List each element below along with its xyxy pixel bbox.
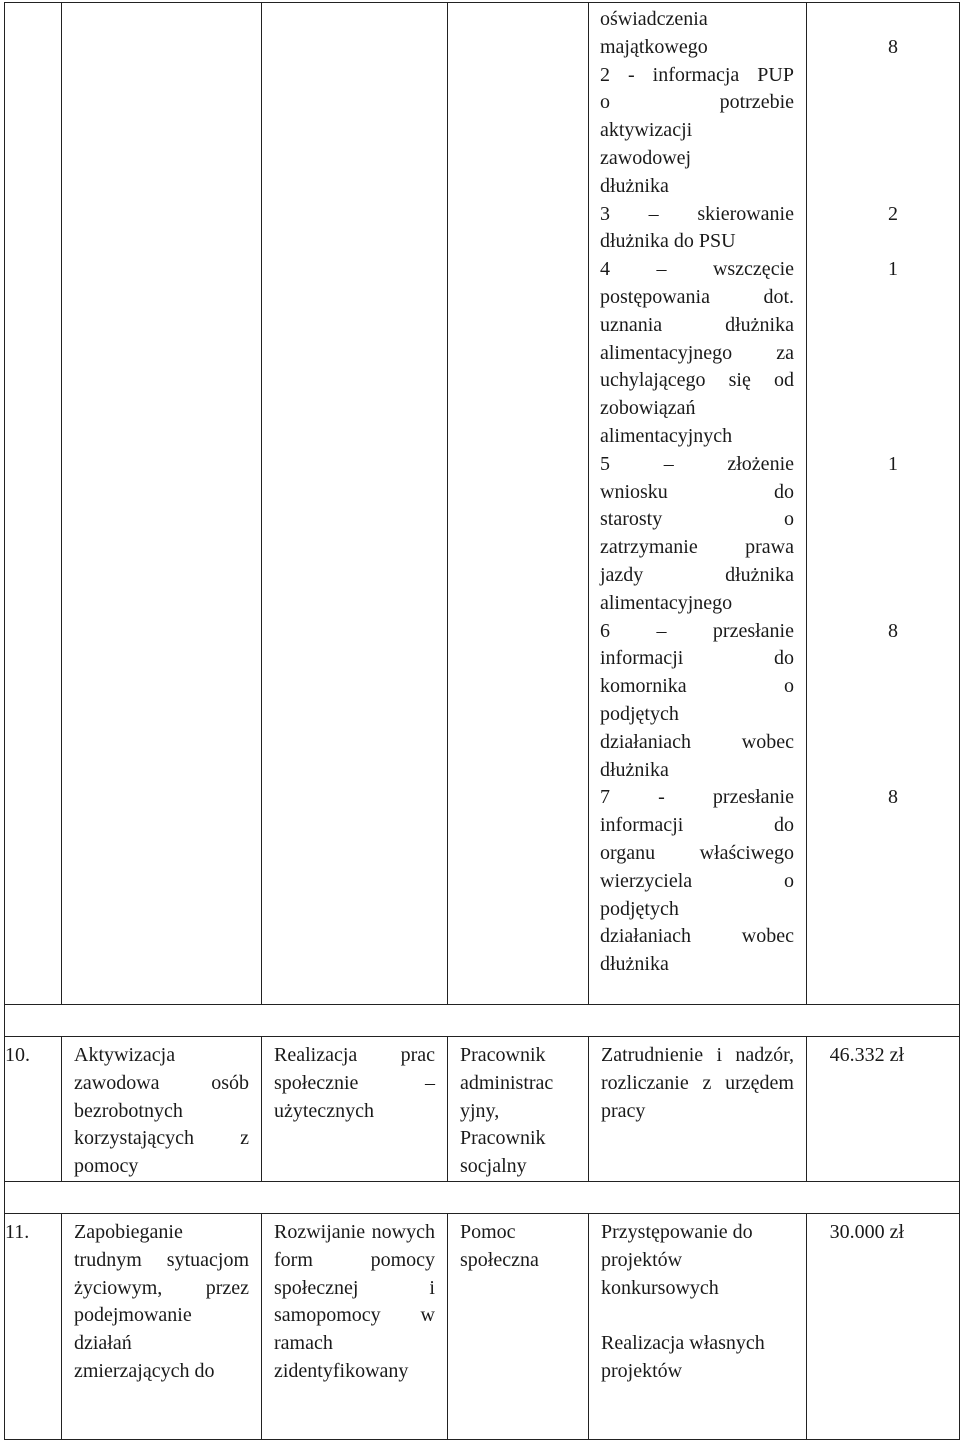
result-line: zobowiązań <box>600 397 696 420</box>
cell-task <box>62 1213 262 1439</box>
action-text: Rozwijanie nowych form pomocy społecznej i samopomocy w ramach zidentyfikowany <box>274 1220 435 1382</box>
result-line: organu właściwego <box>600 841 794 864</box>
count-value: 1 <box>888 258 898 281</box>
result-line: wierzyciela o <box>600 869 794 892</box>
cell-responsible-empty <box>448 3 589 1005</box>
result-line: wniosku do <box>600 480 794 503</box>
count-value: 8 <box>888 35 898 58</box>
result-line: 6 – przesłanie <box>600 619 794 642</box>
cell-responsible <box>448 1037 589 1182</box>
row-number-text: 11. <box>5 1220 30 1243</box>
task-text: Aktywizacja zawodowa osób bezrobotnych korzystających z pomocy <box>74 1044 249 1178</box>
result-line: zawodowej <box>600 146 692 169</box>
counts-column <box>807 3 959 1004</box>
row-number <box>5 1037 62 1182</box>
result-line: postępowania dot. <box>600 285 794 308</box>
result-line: aktywizacji <box>600 119 693 142</box>
responsible-text: Pracownik administrac yjny, Pracownik socjalny <box>460 1044 554 1178</box>
result-line: dłużnika do PSU <box>600 230 736 253</box>
result-text: Zatrudnienie i nadzór, rozliczanie z urzędem pracy <box>601 1044 794 1122</box>
result-line: podjętych <box>600 702 679 725</box>
result-line: działaniach wobec <box>600 730 794 753</box>
result-line: 4 – wszczęcie <box>600 258 794 281</box>
responsible-text: Pomoc społeczna <box>460 1220 539 1271</box>
row-gap <box>5 1181 960 1213</box>
result-line: 7 - przesłanie <box>600 786 794 809</box>
result-text-1: Przystępowanie do projektów konkursowych <box>601 1220 753 1299</box>
count-value: 8 <box>888 786 898 809</box>
result-line: alimentacyjnych <box>600 424 733 447</box>
result-line: dłużnika <box>600 174 669 197</box>
cell-action <box>262 1037 448 1182</box>
cell-cost <box>807 1213 960 1439</box>
count-value: 8 <box>888 619 898 642</box>
row-number <box>5 1213 62 1439</box>
result-line: działaniach wobec <box>600 925 794 948</box>
count-value: 2 <box>888 202 898 225</box>
result-lines <box>589 3 806 979</box>
result-line: podjętych <box>600 897 679 920</box>
result-line: alimentacyjnego <box>600 591 733 614</box>
result-line: zatrzymanie prawa <box>600 536 794 559</box>
result-line: informacji do <box>600 814 794 837</box>
row-gap-cell <box>5 1005 960 1037</box>
cell-result <box>589 1037 807 1182</box>
result-line: uchylającego się od <box>600 369 794 392</box>
result-line: 3 – skierowanie <box>600 202 794 225</box>
result-line: alimentacyjnego za <box>600 341 794 364</box>
row-gap <box>5 1005 960 1037</box>
cell-action <box>262 1213 448 1439</box>
result-text-2: Realizacja własnych projektów <box>601 1332 765 1383</box>
result-line: uznania dłużnika <box>600 313 794 336</box>
table-row <box>5 1213 960 1439</box>
row-number-text: 10. <box>5 1044 30 1066</box>
cell-result <box>589 1213 807 1439</box>
action-text: Realizacja prac społecznie – użytecznych <box>274 1044 435 1122</box>
cell-number-empty <box>5 3 62 1005</box>
cell-task-empty <box>62 3 262 1005</box>
result-line: informacji do <box>600 647 794 670</box>
result-line: 5 – złożenie <box>600 452 794 475</box>
result-line: oświadczenia <box>600 8 708 30</box>
cell-counts <box>807 3 960 1005</box>
cost-text: 46.332 zł <box>829 1044 904 1066</box>
result-line: dłużnika <box>600 953 669 976</box>
cell-responsible <box>448 1213 589 1439</box>
table-row <box>5 1037 960 1182</box>
count-value: 1 <box>888 452 898 475</box>
result-line: majątkowego <box>600 35 708 58</box>
row-gap-cell <box>5 1181 960 1213</box>
cell-cost <box>807 1037 960 1182</box>
result-line: dłużnika <box>600 758 669 781</box>
result-line: jazdy dłużnika <box>600 563 794 586</box>
result-line: komornika o <box>600 675 794 698</box>
plan-table <box>4 2 960 1440</box>
task-text: Zapobieganie trudnym sytuacjom życiowym, przez podejmowanie działań zmierzających do <box>74 1220 249 1382</box>
cell-task <box>62 1037 262 1182</box>
result-line: o potrzebie <box>600 91 794 114</box>
cell-result-list <box>589 3 807 1005</box>
cost-text: 30.000 zł <box>829 1220 904 1243</box>
table-row-continued <box>5 3 960 1005</box>
result-line: starosty o <box>600 508 794 531</box>
cell-action-empty <box>262 3 448 1005</box>
result-line: 2 - informacja PUP <box>600 63 794 86</box>
